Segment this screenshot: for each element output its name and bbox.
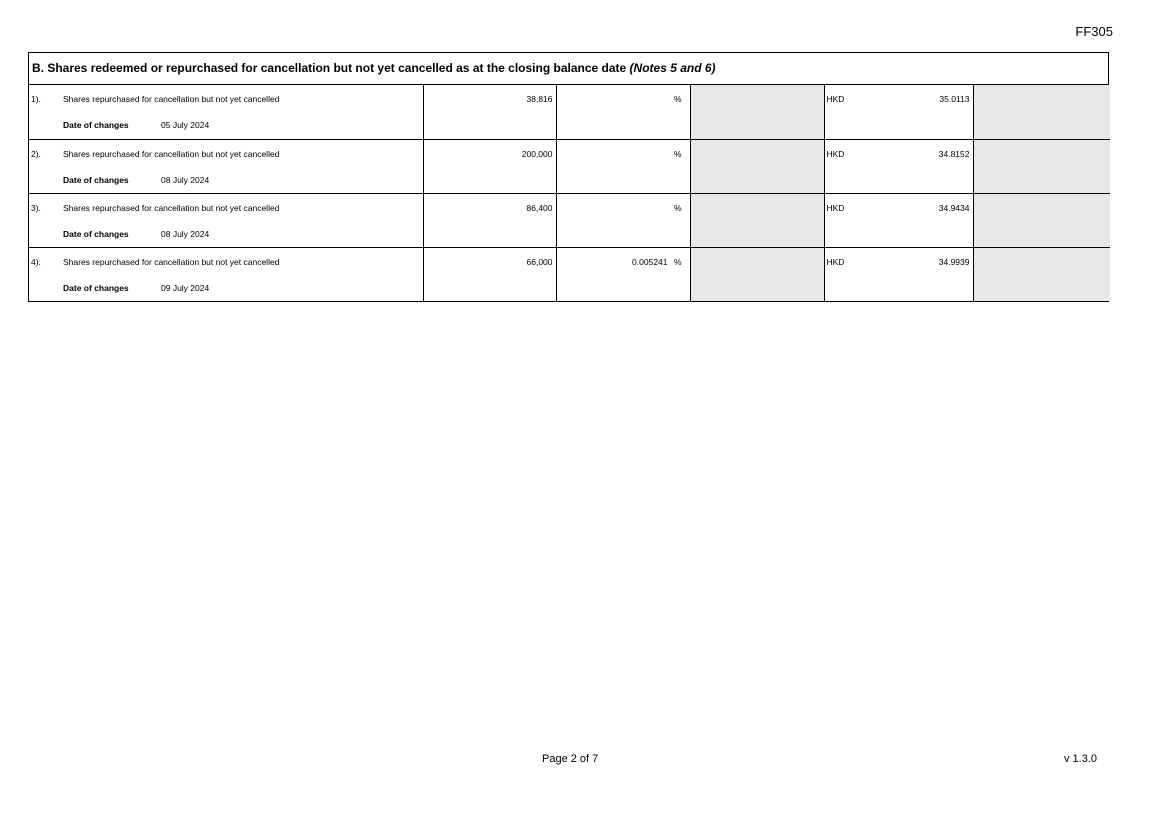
- currency-label: HKD: [826, 94, 845, 104]
- shaded-cell: [690, 193, 824, 247]
- shaded-cell: [973, 193, 1110, 247]
- table-row: [29, 139, 1110, 193]
- currency-label: HKD: [826, 148, 845, 159]
- row-description: Shares repurchased for cancellation but not yet cancelled: [63, 256, 280, 267]
- percent-sign: %: [673, 202, 682, 213]
- currency-label: HKD: [826, 202, 845, 213]
- description-cell: [29, 193, 423, 247]
- row-index: 3).: [31, 202, 41, 213]
- date-of-changes-value: 08 July 2024: [161, 174, 210, 185]
- version-label: v 1.3.0: [1063, 753, 1097, 765]
- table-row: [29, 247, 1110, 301]
- price-cell: [824, 85, 973, 139]
- currency-label: HKD: [826, 256, 845, 267]
- date-of-changes-label: Date of changes: [63, 282, 129, 293]
- price-cell: [824, 247, 973, 301]
- row-index: 1).: [31, 94, 41, 104]
- percentage-cell: [556, 85, 690, 139]
- shaded-cell: [690, 139, 824, 193]
- price-value: 34.8152: [938, 148, 970, 159]
- price-cell: [824, 193, 973, 247]
- percentage-value: 0.005241: [632, 256, 668, 267]
- date-of-changes-label: Date of changes: [63, 228, 129, 239]
- page-number: Page 2 of 7: [542, 753, 599, 765]
- row-description: Shares repurchased for cancellation but not yet cancelled: [63, 148, 280, 159]
- repurchase-table: [29, 85, 1110, 301]
- section-title-text: B. Shares redeemed or repurchased for cancellation but not yet cancelled as at the closing balance date: [32, 61, 627, 75]
- date-of-changes-value: 08 July 2024: [161, 228, 210, 239]
- date-of-changes-value: 09 July 2024: [161, 282, 210, 293]
- percentage-cell: [556, 139, 690, 193]
- price-value: 35.0113: [939, 94, 970, 104]
- row-description: Shares repurchased for cancellation but not yet cancelled: [63, 202, 280, 213]
- shares-count-cell: 38,816: [423, 85, 556, 139]
- shares-count-cell: 200,000: [423, 139, 556, 193]
- percent-sign: %: [673, 148, 682, 159]
- row-index: 4).: [31, 256, 41, 267]
- description-cell: [29, 139, 423, 193]
- date-of-changes-label: Date of changes: [63, 120, 129, 130]
- date-of-changes-value: 05 July 2024: [161, 120, 210, 130]
- shaded-cell: [690, 247, 824, 301]
- percentage-cell: [556, 193, 690, 247]
- shares-count-cell: 86,400: [423, 193, 556, 247]
- price-value: 34.9434: [938, 202, 970, 213]
- section-notes: (Notes 5 and 6): [629, 61, 716, 75]
- shaded-cell: [973, 85, 1110, 139]
- price-cell: [824, 139, 973, 193]
- percent-sign: %: [673, 256, 682, 267]
- price-value: 34.9939: [938, 256, 970, 267]
- table-row: [29, 85, 1110, 139]
- row-description: Shares repurchased for cancellation but not yet cancelled: [63, 94, 280, 104]
- form-code: FF305: [1075, 24, 1113, 39]
- shaded-cell: [973, 139, 1110, 193]
- shares-count-cell: 66,000: [423, 247, 556, 301]
- date-of-changes-label: Date of changes: [63, 174, 129, 185]
- percentage-cell: [556, 247, 690, 301]
- description-cell: [29, 85, 423, 139]
- table-row: [29, 193, 1110, 247]
- shaded-cell: [973, 247, 1110, 301]
- row-index: 2).: [31, 148, 41, 159]
- percent-sign: %: [673, 94, 682, 104]
- shaded-cell: [690, 85, 824, 139]
- description-cell: [29, 247, 423, 301]
- section-title: [29, 53, 1108, 85]
- repurchased-shares-section: [28, 52, 1109, 302]
